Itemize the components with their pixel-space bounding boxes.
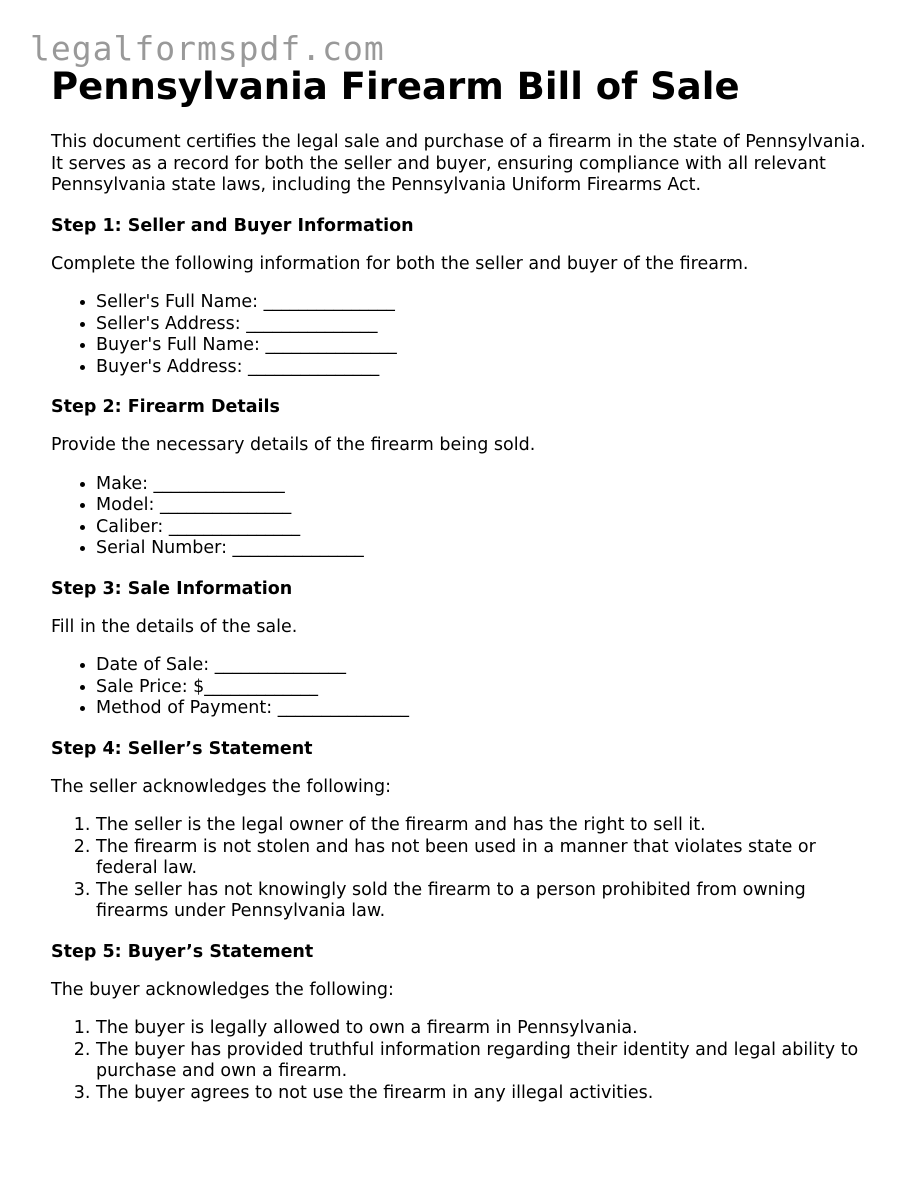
- step-heading: Step 5: Buyer’s Statement: [51, 941, 314, 962]
- field-item-caliber: • Caliber: _______________: [96, 517, 881, 539]
- step-5-section: [51, 941, 881, 1105]
- statement-list: [51, 1018, 881, 1104]
- field-item-seller-address: • Seller's Address: _______________: [96, 314, 881, 336]
- statement-item: 3. The buyer agrees to not use the firearm in any illegal activities.: [96, 1083, 881, 1105]
- step-heading: Step 3: Sale Information: [51, 578, 293, 599]
- statement-item: 2. The buyer has provided truthful information regarding their identity and legal ability to purchase and own a firearm.: [96, 1040, 881, 1083]
- step-description: Complete the following information for both the seller and buyer of the firearm.: [51, 253, 749, 274]
- step-heading: Step 2: Firearm Details: [51, 397, 280, 417]
- field-list: [51, 474, 881, 560]
- step-description: Fill in the details of the sale.: [51, 616, 298, 637]
- step-description: Provide the necessary details of the firearm being sold.: [51, 435, 536, 455]
- step-2-section: [51, 396, 881, 560]
- field-item-serial-number: • Serial Number: _______________: [96, 538, 881, 560]
- field-item-seller-name: • Seller's Full Name: _______________: [96, 292, 881, 314]
- field-list: [51, 292, 881, 378]
- step-1-section: [51, 215, 881, 379]
- statement-item: 1. The seller is the legal owner of the firearm and has the right to sell it.: [96, 815, 881, 837]
- field-item-date-of-sale: • Date of Sale: _______________: [96, 655, 881, 677]
- step-description: The buyer acknowledges the following:: [51, 979, 394, 1000]
- field-item-model: • Model: _______________: [96, 495, 881, 517]
- step-heading: Step 1: Seller and Buyer Information: [51, 215, 414, 236]
- step-description: The seller acknowledges the following:: [51, 776, 391, 797]
- field-list: [51, 655, 881, 720]
- document-page: [51, 64, 881, 1104]
- step-4-section: [51, 738, 881, 923]
- field-item-buyer-name: • Buyer's Full Name: _______________: [96, 335, 881, 357]
- statement-item: 1. The buyer is legally allowed to own a firearm in Pennsylvania.: [96, 1018, 881, 1040]
- statement-item: 2. The firearm is not stolen and has not been used in a manner that violates state or federal law.: [96, 837, 881, 880]
- step-3-section: [51, 578, 881, 720]
- field-item-buyer-address: • Buyer's Address: _______________: [96, 357, 881, 379]
- field-item-make: • Make: _______________: [96, 474, 881, 496]
- statement-list: [51, 815, 881, 923]
- statement-item: 3. The seller has not knowingly sold the firearm to a person prohibited from owning firearms under Pennsylvania law.: [96, 880, 881, 923]
- intro-paragraph: This document certifies the legal sale and purchase of a firearm in the state of Pennsylvania. It serves as a record for both the seller and buyer, ensuring compliance with all relevant Pennsylvania state laws, including the Pennsylvania Uniform Firearms Act.: [51, 132, 866, 195]
- watermark-text: legalformspdf.com: [30, 29, 385, 68]
- field-item-sale-price: • Sale Price: $_____________: [96, 677, 881, 699]
- document-title: Pennsylvania Firearm Bill of Sale: [51, 65, 740, 108]
- step-heading: Step 4: Seller’s Statement: [51, 738, 313, 759]
- field-item-payment-method: • Method of Payment: _______________: [96, 698, 881, 720]
